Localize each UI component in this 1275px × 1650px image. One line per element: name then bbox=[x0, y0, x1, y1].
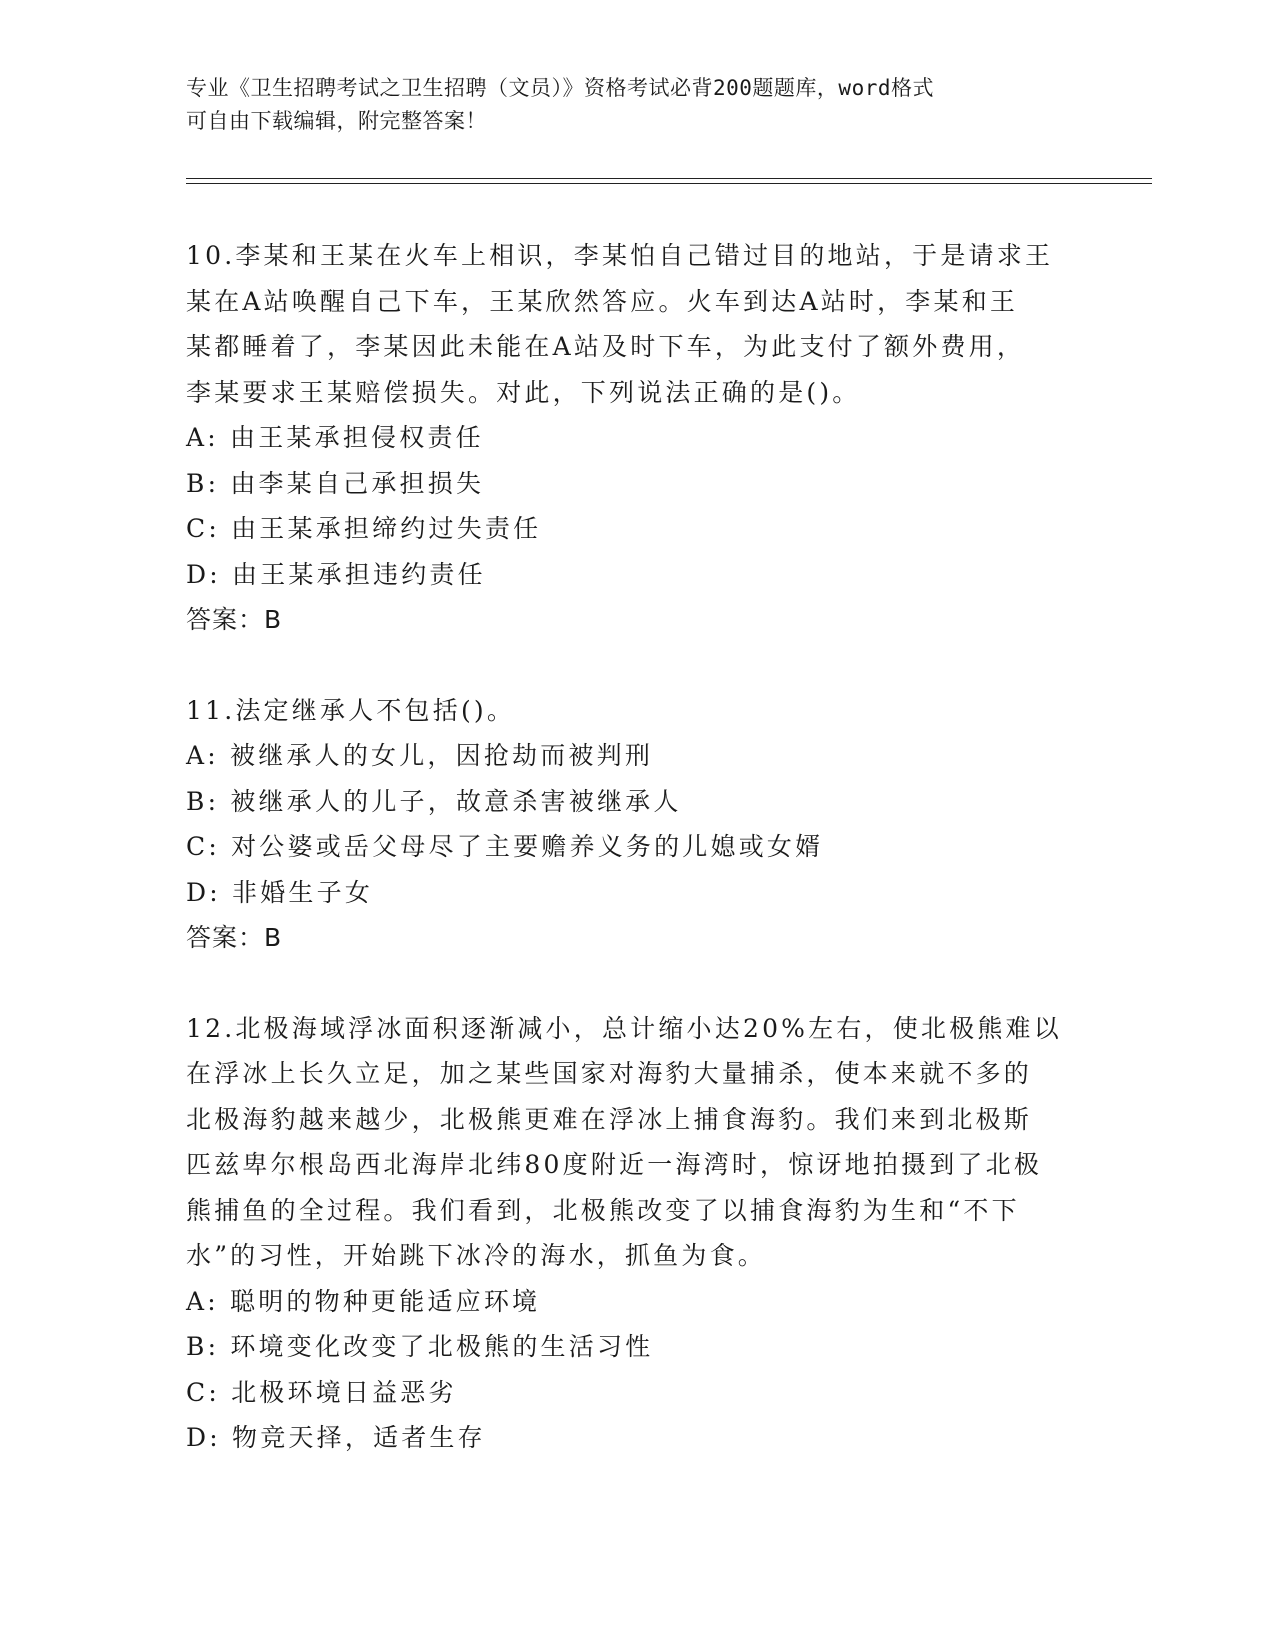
question-10-stem-line: 10.李某和王某在火车上相识，李某怕自己错过目的地站，于是请求王 bbox=[186, 241, 1054, 270]
question-12-stem-line: 水”的习性，开始跳下冰冷的海水，抓鱼为食。 bbox=[186, 1241, 766, 1270]
question-12-stem-line: 匹兹卑尔根岛西北海岸北纬80度附近一海湾时，惊讶地拍摄到了北极 bbox=[186, 1150, 1043, 1179]
question-list bbox=[186, 233, 1096, 1461]
question-12-stem-line: 北极海豹越来越少，北极熊更难在浮冰上捕食海豹。我们来到北极斯 bbox=[186, 1104, 1033, 1134]
question-10 bbox=[186, 233, 1096, 643]
question-spacer bbox=[186, 643, 1096, 688]
document-header bbox=[186, 72, 1086, 138]
header-line-1: 专业《卫生招聘考试之卫生招聘（文员）》资格考试必背200题题库，word格式 bbox=[186, 76, 934, 100]
question-12-option-b: B: 环境变化改变了北极熊的生活习性 bbox=[186, 1332, 654, 1361]
question-11-option-d: D: 非婚生子女 bbox=[186, 877, 374, 907]
question-11 bbox=[186, 688, 1096, 961]
question-12-stem-line: 12.北极海域浮冰面积逐渐减小，总计缩小达20%左右，使北极熊难以 bbox=[186, 1013, 1062, 1043]
question-11-option-b: B: 被继承人的儿子，故意杀害被继承人 bbox=[186, 786, 682, 816]
question-12-stem-line: 在浮冰上长久立足，加之某些国家对海豹大量捕杀，使本来就不多的 bbox=[186, 1059, 1033, 1088]
header-divider-bottom bbox=[186, 183, 1152, 184]
question-12-option-c: C: 北极环境日益恶劣 bbox=[186, 1377, 457, 1407]
question-11-stem-line: 11.法定继承人不包括()。 bbox=[186, 695, 516, 725]
question-10-option-d: D: 由王某承担违约责任 bbox=[186, 559, 486, 589]
question-12-stem-line: 熊捕鱼的全过程。我们看到，北极熊改变了以捕食海豹为生和“不下 bbox=[186, 1195, 1020, 1225]
question-12 bbox=[186, 1006, 1096, 1461]
question-11-answer: 答案：B bbox=[186, 923, 283, 952]
question-10-stem-line: 某在A站唤醒自己下车，王某欣然答应。火车到达A站时，李某和王 bbox=[186, 286, 1019, 316]
question-11-option-c: C: 对公婆或岳父母尽了主要赡养义务的儿媳或女婿 bbox=[186, 832, 824, 861]
question-12-option-d: D: 物竞天择，适者生存 bbox=[186, 1423, 486, 1452]
question-spacer bbox=[186, 961, 1096, 1006]
question-10-option-b: B: 由李某自己承担损失 bbox=[186, 468, 485, 498]
question-10-option-c: C: 由王某承担缔约过失责任 bbox=[186, 514, 542, 543]
question-12-option-a: A: 聪明的物种更能适应环境 bbox=[186, 1286, 541, 1316]
header-line-2: 可自由下载编辑，附完整答案！ bbox=[186, 109, 487, 133]
question-10-stem-line: 李某要求王某赔偿损失。对此，下列说法正确的是()。 bbox=[186, 377, 861, 407]
header-divider-top bbox=[186, 178, 1152, 179]
question-10-answer: 答案：B bbox=[186, 605, 283, 634]
question-10-option-a: A: 由王某承担侵权责任 bbox=[186, 423, 484, 452]
question-11-option-a: A: 被继承人的女儿，因抢劫而被判刑 bbox=[186, 741, 654, 770]
question-10-stem-line: 某都睡着了，李某因此未能在A站及时下车，为此支付了额外费用， bbox=[186, 332, 1026, 361]
